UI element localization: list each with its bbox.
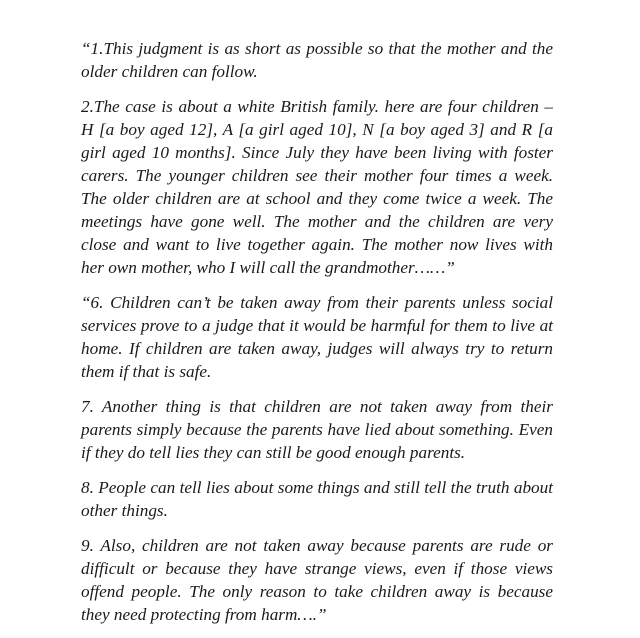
paragraph-1: “1.This judgment is as short as possible so that the mother and the older children can follow. <box>81 39 553 81</box>
judgment-excerpt <box>81 37 553 638</box>
paragraph-2: 2.The case is about a white British family. here are four children – H [a boy aged 12], A [a girl aged 10], N [a boy aged 3] and R [a girl aged 10 months]. Since July they have been living with foster carers. The younger children see their mother four times a week. The older children are at school and they come twice a week. The meetings have gone well. The mother and the children are very close and want to live together again. The mother now lives with her own mother, who I will call the grandmother……” <box>81 97 553 277</box>
paragraph-8: 8. People can tell lies about some things and still tell the truth about other things. <box>81 478 553 520</box>
paragraph-6: “6. Children can’t be taken away from their parents unless social services prove to a judge that it would be harmful for them to live at home. If children are taken away, judges will always try to return them if that is safe. <box>81 293 553 381</box>
paragraph-7: 7. Another thing is that children are not taken away from their parents simply because the parents have lied about something. Even if they do tell lies they can still be good enough parents. <box>81 397 553 462</box>
paragraph-9: 9. Also, children are not taken away because parents are rude or difficult or because they have strange views, even if those views offend people. The only reason to take children away is because they need protecting from harm….” <box>81 536 553 624</box>
